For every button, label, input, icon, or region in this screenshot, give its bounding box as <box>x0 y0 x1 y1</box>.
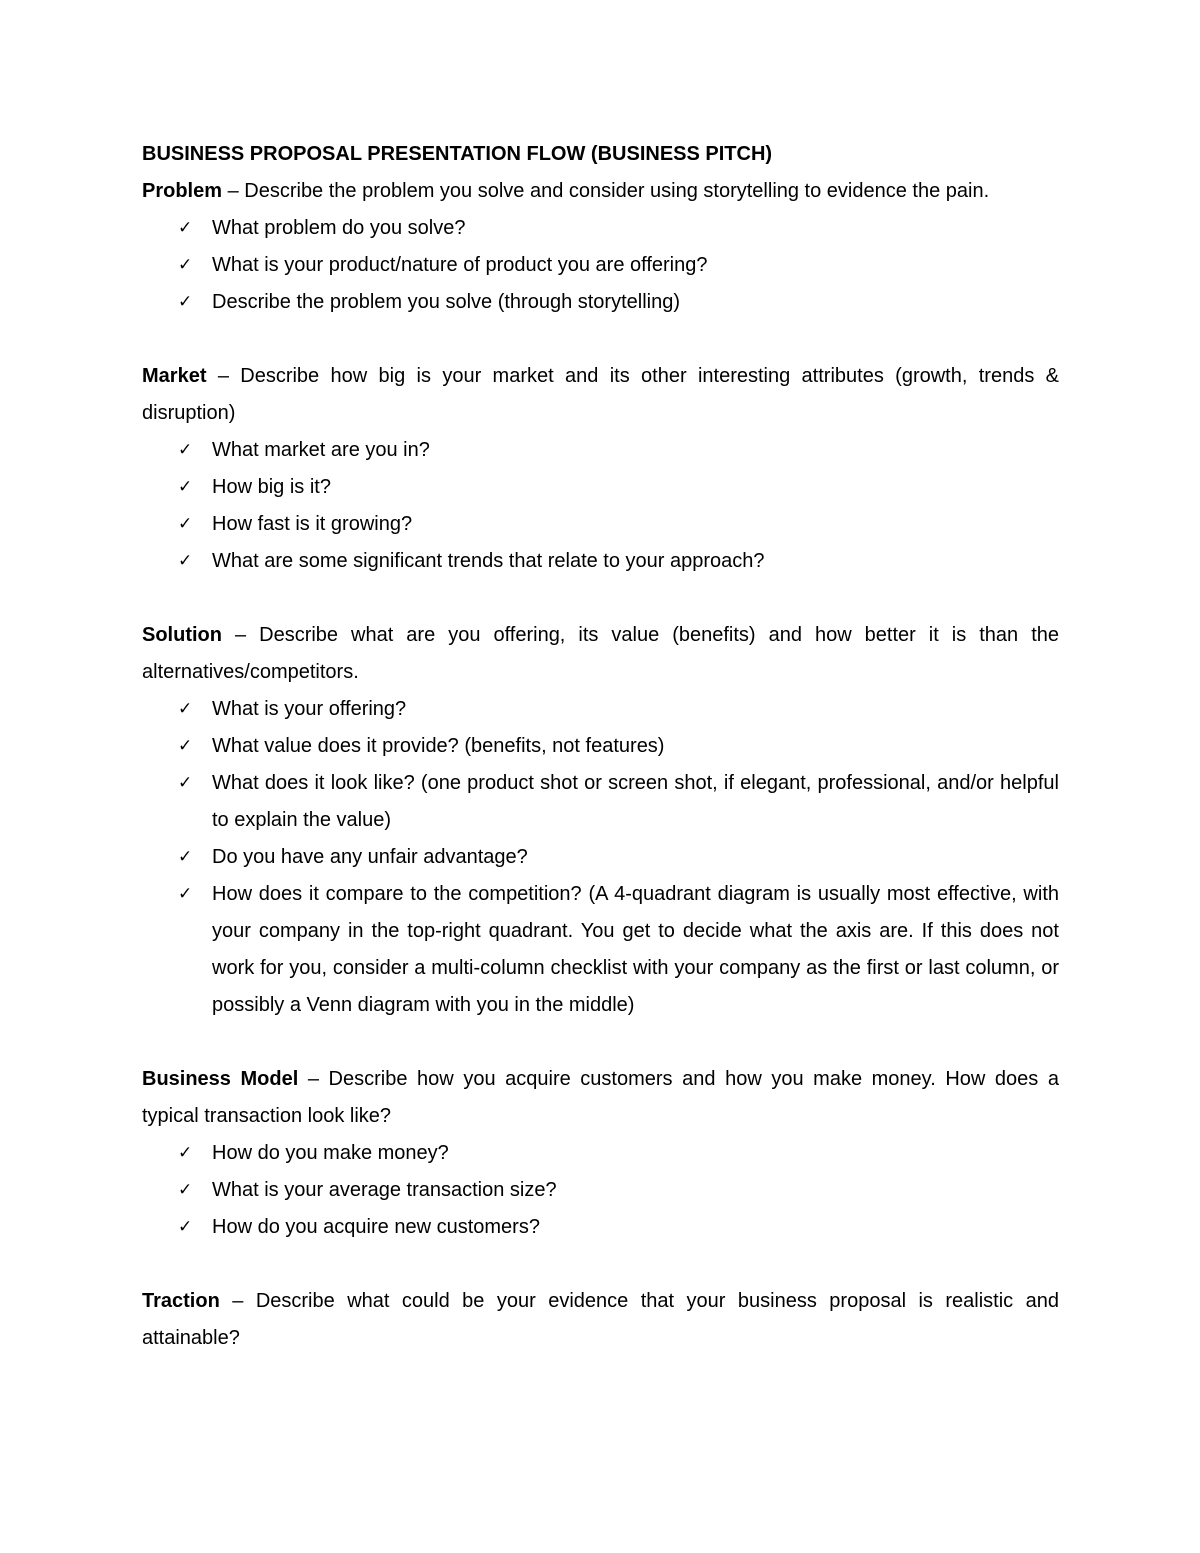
checklist-item <box>142 876 1059 1024</box>
checkmark-icon: ✓ <box>178 847 193 867</box>
section-term: Problem <box>142 180 223 202</box>
section-description: – Describe what could be your evidence that your business proposal is realistic and attainable? <box>142 1290 1059 1349</box>
section-intro <box>142 1061 1059 1135</box>
checkmark-icon: ✓ <box>178 440 193 460</box>
section-description: – Describe how you acquire customers and how you make money. How does a typical transaction look like? <box>142 1068 1059 1127</box>
checklist-item-text: What does it look like? (one product shot or screen shot, if elegant, professional, and/or helpful to explain the value) <box>212 772 1059 831</box>
checkmark-icon: ✓ <box>178 1217 193 1237</box>
checklist-item-text: What are some significant trends that relate to your approach? <box>212 550 765 572</box>
section-term: Market <box>142 365 207 387</box>
checkmark-icon: ✓ <box>178 1143 193 1163</box>
checklist-item-text: How do you acquire new customers? <box>212 1216 540 1238</box>
checklist-item-text: What market are you in? <box>212 439 430 461</box>
checkmark-icon: ✓ <box>178 551 193 571</box>
checkmark-icon: ✓ <box>178 292 193 312</box>
checklist-item-text: How fast is it growing? <box>212 513 413 535</box>
section-intro <box>142 617 1059 691</box>
checklist-item <box>142 1209 1059 1246</box>
checklist-item <box>142 284 1059 321</box>
checklist-item <box>142 210 1059 247</box>
section-business-model <box>142 1061 1059 1246</box>
sections-container <box>142 173 1059 1357</box>
checklist-item-text: Do you have any unfair advantage? <box>212 846 528 868</box>
checklist-item <box>142 469 1059 506</box>
checklist-item <box>142 506 1059 543</box>
section-term: Traction <box>142 1290 220 1312</box>
checklist-item <box>142 1135 1059 1172</box>
checklist <box>142 1135 1059 1246</box>
section-problem <box>142 173 1059 321</box>
checklist <box>142 210 1059 321</box>
checklist-item-text: What is your product/nature of product you are offering? <box>212 254 708 276</box>
checklist <box>142 432 1059 580</box>
checklist-item <box>142 247 1059 284</box>
checklist <box>142 691 1059 1024</box>
checklist-item-text: What is your offering? <box>212 698 407 720</box>
checklist-item-text: What problem do you solve? <box>212 217 466 239</box>
section-description: – Describe how big is your market and its other interesting attributes (growth, trends & disruption) <box>142 365 1059 424</box>
section-traction <box>142 1283 1059 1357</box>
checkmark-icon: ✓ <box>178 255 193 275</box>
section-market <box>142 358 1059 580</box>
checklist-item-text: What value does it provide? (benefits, not features) <box>212 735 665 757</box>
checklist-item <box>142 839 1059 876</box>
checklist-item <box>142 691 1059 728</box>
checklist-item-text: How do you make money? <box>212 1142 449 1164</box>
checkmark-icon: ✓ <box>178 884 193 904</box>
checkmark-icon: ✓ <box>178 736 193 756</box>
section-description: – Describe the problem you solve and consider using storytelling to evidence the pain. <box>222 180 990 202</box>
checklist-item <box>142 432 1059 469</box>
section-intro <box>142 173 1059 210</box>
section-intro <box>142 358 1059 432</box>
checkmark-icon: ✓ <box>178 514 193 534</box>
section-term: Business Model <box>142 1068 299 1090</box>
section-term: Solution <box>142 624 222 646</box>
document-page <box>142 136 1059 1357</box>
checklist-item-text: Describe the problem you solve (through storytelling) <box>212 291 680 313</box>
checkmark-icon: ✓ <box>178 218 193 238</box>
checklist-item-text: How does it compare to the competition? (A 4-quadrant diagram is usually most effective, with your company in the top-right quadrant. You get to decide what the axis are. If this does not work for you, consider a multi-column checklist with your company as the first or last column, or possibly a Venn diagram with you in the middle) <box>212 883 1059 1016</box>
checklist-item <box>142 1172 1059 1209</box>
checklist-item <box>142 765 1059 839</box>
checkmark-icon: ✓ <box>178 1180 193 1200</box>
section-description: – Describe what are you offering, its value (benefits) and how better it is than the alternatives/competitors. <box>142 624 1059 683</box>
checklist-item <box>142 728 1059 765</box>
checkmark-icon: ✓ <box>178 699 193 719</box>
document-title: BUSINESS PROPOSAL PRESENTATION FLOW (BUSINESS PITCH) <box>142 143 773 165</box>
checkmark-icon: ✓ <box>178 477 193 497</box>
checkmark-icon: ✓ <box>178 773 193 793</box>
checklist-item-text: How big is it? <box>212 476 331 498</box>
checklist-item-text: What is your average transaction size? <box>212 1179 557 1201</box>
section-solution <box>142 617 1059 1024</box>
checklist-item <box>142 543 1059 580</box>
section-intro <box>142 1283 1059 1357</box>
